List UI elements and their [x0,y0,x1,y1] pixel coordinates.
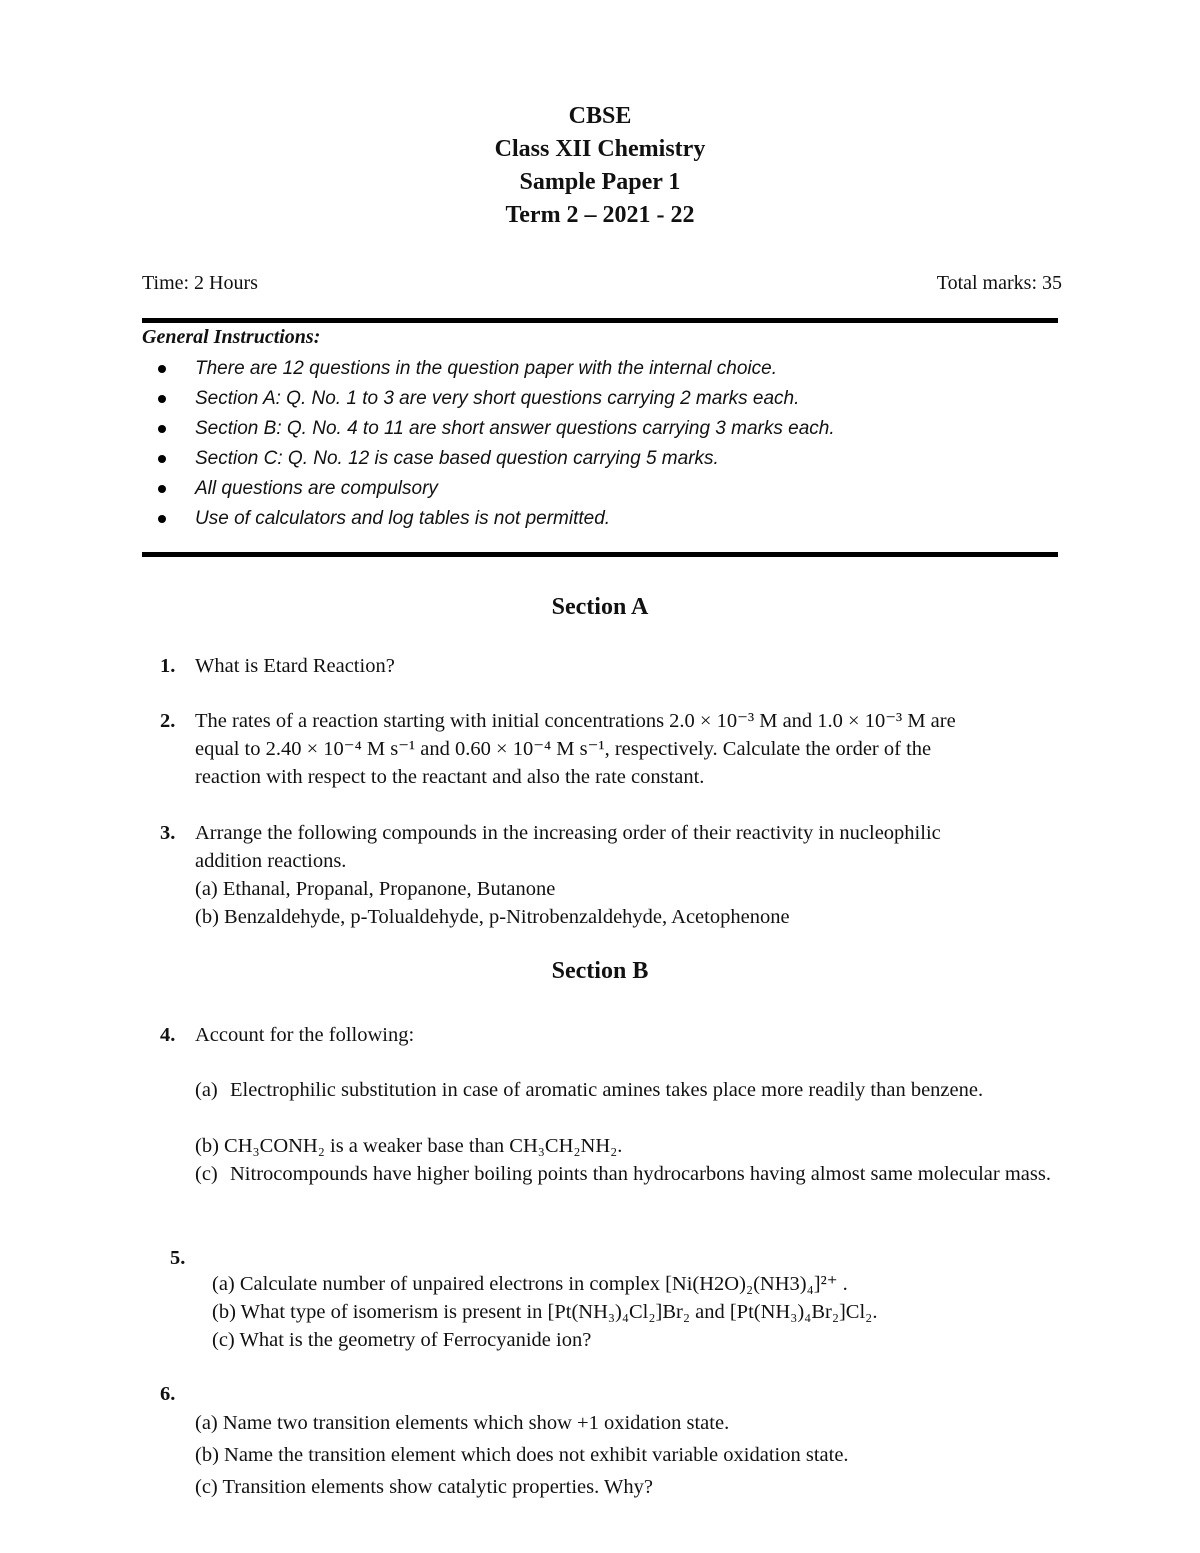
instruction-item: Use of calculators and log tables is not permitted. [158,504,835,534]
q1-text: What is Etard Reaction? [195,655,395,677]
instruction-item: All questions are compulsory [158,474,835,504]
q5-part-b: (b) What type of isomerism is present in [Pt(NH₃)₄Cl₂]Br₂ and [Pt(NH₃)₄Br₂]Cl₂. [212,1301,878,1323]
q4-c-text: Nitrocompounds have higher boiling points than hydrocarbons having almost same molecular mass. [230,1163,1051,1185]
q6-part-b: (b) Name the transition element which does not exhibit variable oxidation state. [195,1444,849,1466]
q4-a-text: Electrophilic substitution in case of aromatic amines takes place more readily than benzene. [230,1079,984,1101]
bullet-icon [158,425,166,433]
section-a-title: Section A [551,594,649,620]
bullet-icon [158,395,166,403]
q2-line: reaction with respect to the reactant and also the rate constant. [195,766,705,788]
paper-header [0,100,1200,232]
q6-parts [195,1407,1100,1503]
q4-number: 4. [160,1024,176,1046]
instructions-list [158,354,835,534]
instruction-item: Section C: Q. No. 12 is case based question carrying 5 marks. [158,444,835,474]
top-divider [142,318,1058,323]
instruction-item: Section A: Q. No. 1 to 3 are very short questions carrying 2 marks each. [158,384,835,414]
q5-parts [212,1270,1102,1354]
q2-text [195,707,1105,791]
bullet-icon [158,515,166,523]
q6-part-c: (c) Transition elements show catalytic properties. Why? [195,1476,653,1498]
q5-part-a: (a) Calculate number of unpaired electrons in complex [Ni(H2O)₂(NH3)₄]²⁺ . [212,1273,848,1295]
q5-number: 5. [170,1247,186,1269]
q5-part-c: (c) What is the geometry of Ferrocyanide ion? [212,1329,592,1351]
instruction-item: There are 12 questions in the question paper with the internal choice. [158,354,835,384]
q1-number: 1. [160,655,176,677]
q4-intro: Account for the following: [195,1024,415,1046]
total-marks-label: Total marks: 35 [936,272,1062,294]
q2-line: equal to 2.40 × 10⁻⁴ M s⁻¹ and 0.60 × 10⁻⁴ M s⁻¹, respectively. Calculate the order of the [195,738,932,760]
board-title: CBSE [568,103,632,129]
q3-line: addition reactions. [195,850,347,872]
q4-b-text: (b) CH₃CONH₂ is a weaker base than CH₃CH₂NH₂. [195,1135,623,1157]
instructions-title: General Instructions: [142,326,321,348]
bullet-icon [158,485,166,493]
q2-line: The rates of a reaction starting with initial concentrations 2.0 × 10⁻³ M and 1.0 × 10⁻³ M are [195,710,956,732]
subject-title: Class XII Chemistry [494,136,706,162]
time-label: Time: 2 Hours [142,272,258,294]
q3-option-b: (b) Benzaldehyde, p-Tolualdehyde, p-Nitrobenzaldehyde, Acetophenone [195,906,790,928]
q4-c-label: (c) [195,1163,218,1185]
q3-line: Arrange the following compounds in the increasing order of their reactivity in nucleophilic [195,822,941,844]
term-title: Term 2 – 2021 - 22 [505,202,695,228]
q6-part-a: (a) Name two transition elements which show +1 oxidation state. [195,1412,730,1434]
q3-option-a: (a) Ethanal, Propanal, Propanone, Butanone [195,878,556,900]
paper-meta [142,272,1062,300]
bullet-icon [158,455,166,463]
section-b-title: Section B [551,958,649,984]
q2-number: 2. [160,710,176,732]
q3-number: 3. [160,822,176,844]
q6-number: 6. [160,1383,176,1405]
bottom-divider [142,552,1058,557]
instruction-item: Section B: Q. No. 4 to 11 are short answer questions carrying 3 marks each. [158,414,835,444]
paper-title: Sample Paper 1 [519,169,681,195]
q4-a-label: (a) [195,1079,218,1101]
bullet-icon [158,365,166,373]
q3-text [195,819,1105,931]
